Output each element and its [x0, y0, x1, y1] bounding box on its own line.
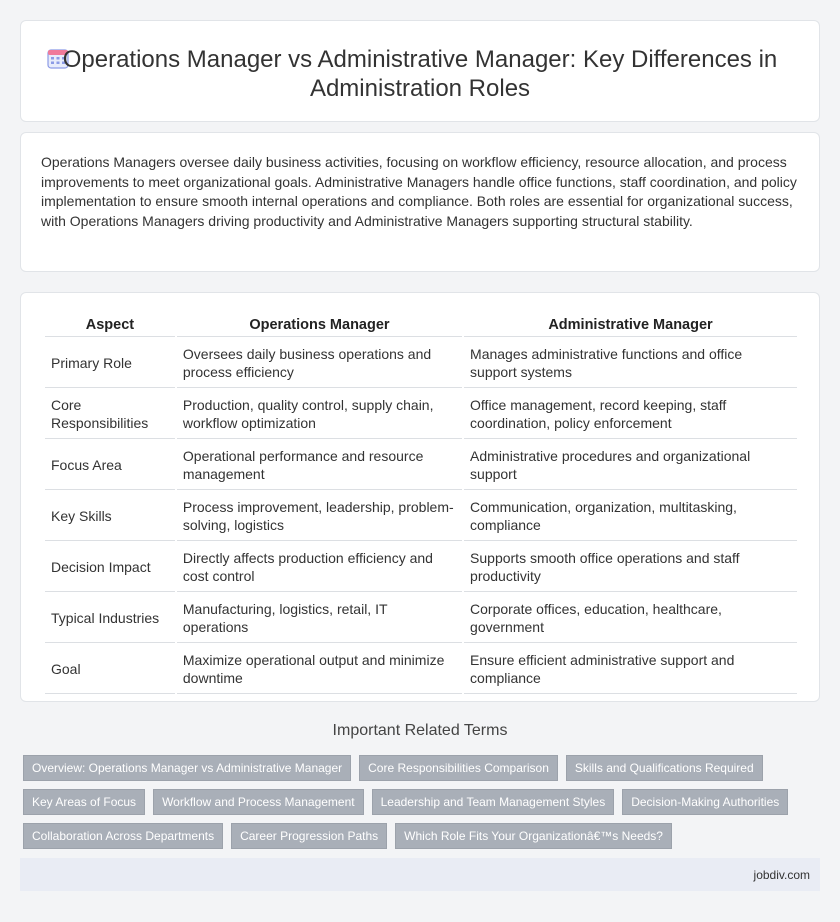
related-term-tag[interactable]: Skills and Qualifications Required: [566, 755, 763, 781]
cell-operations: Directly affects production efficiency and cost control: [177, 541, 462, 592]
related-term-tag[interactable]: Career Progression Paths: [231, 823, 387, 849]
table-row: [45, 643, 797, 694]
intro-card: [20, 132, 820, 272]
cell-administrative: Ensure efficient administrative support and compliance: [464, 643, 797, 694]
table-row: [45, 541, 797, 592]
cell-operations: Process improvement, leadership, problem-solving, logistics: [177, 490, 462, 541]
cell-administrative: Supports smooth office operations and staff productivity: [464, 541, 797, 592]
header-card: [20, 20, 820, 122]
table-header-row: [45, 313, 797, 337]
cell-aspect: Key Skills: [45, 490, 175, 541]
intro-paragraph: Operations Managers oversee daily business activities, focusing on workflow efficiency, resource allocation, and process improvements to meet organizational goals. Administrative Managers handle office functions, staff coordination, and policy implementation to ensure smooth internal operations and compliance. Both roles are essential for organizational success, with Operations Managers driving productivity and Administrative Managers supporting structural stability.: [41, 154, 797, 229]
related-term-tag[interactable]: Workflow and Process Management: [153, 789, 364, 815]
related-terms-list: [23, 755, 803, 849]
header-aspect: Aspect: [45, 313, 175, 337]
comparison-table-card: [20, 292, 820, 702]
header-operations-manager: Operations Manager: [177, 313, 462, 337]
table-row: [45, 388, 797, 439]
related-term-tag[interactable]: Collaboration Across Departments: [23, 823, 223, 849]
cell-administrative: Office management, record keeping, staff coordination, policy enforcement: [464, 388, 797, 439]
related-term-tag[interactable]: Key Areas of Focus: [23, 789, 145, 815]
cell-administrative: Manages administrative functions and office support systems: [464, 337, 797, 388]
cell-operations: Oversees daily business operations and process efficiency: [177, 337, 462, 388]
footer: [20, 858, 820, 891]
cell-administrative: Communication, organization, multitasking, compliance: [464, 490, 797, 541]
header-administrative-manager: Administrative Manager: [464, 313, 797, 337]
cell-operations: Manufacturing, logistics, retail, IT operations: [177, 592, 462, 643]
footer-site-link[interactable]: jobdiv.com: [753, 868, 810, 882]
cell-administrative: Administrative procedures and organizational support: [464, 439, 797, 490]
related-term-tag[interactable]: Overview: Operations Manager vs Administrative Manager: [23, 755, 351, 781]
related-term-tag[interactable]: Decision-Making Authorities: [622, 789, 788, 815]
cell-aspect: Primary Role: [45, 337, 175, 388]
table-row: [45, 592, 797, 643]
table-row: [45, 490, 797, 541]
cell-operations: Maximize operational output and minimize downtime: [177, 643, 462, 694]
cell-aspect: Focus Area: [45, 439, 175, 490]
cell-administrative: Corporate offices, education, healthcare, government: [464, 592, 797, 643]
table-row: [45, 337, 797, 388]
cell-aspect: Goal: [45, 643, 175, 694]
cell-aspect: Typical Industries: [45, 592, 175, 643]
cell-aspect: Core Responsibilities: [45, 388, 175, 439]
related-term-tag[interactable]: Core Responsibilities Comparison: [359, 755, 558, 781]
related-terms-title: Important Related Terms: [332, 722, 508, 739]
table-row: [45, 439, 797, 490]
related-term-tag[interactable]: Leadership and Team Management Styles: [372, 789, 615, 815]
cell-operations: Production, quality control, supply chain, workflow optimization: [177, 388, 462, 439]
related-term-tag[interactable]: Which Role Fits Your Organizationâ€™s Needs?: [395, 823, 672, 849]
page-title: Operations Manager vs Administrative Manager: Key Differences in Administration Roles: [62, 46, 778, 102]
cell-operations: Operational performance and resource management: [177, 439, 462, 490]
cell-aspect: Decision Impact: [45, 541, 175, 592]
comparison-table: [43, 313, 799, 694]
